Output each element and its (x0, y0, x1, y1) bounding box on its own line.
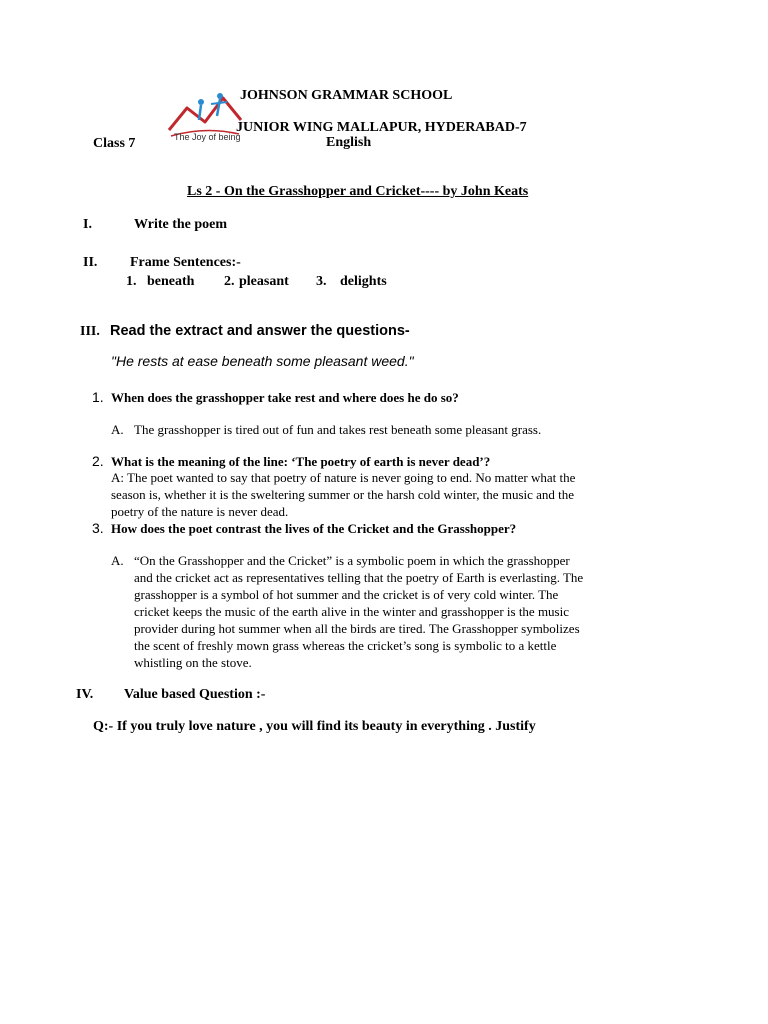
logo-roof-mark (169, 98, 241, 130)
word-3: delights (340, 274, 387, 289)
q3-answer-line: the scent of freshly mown grass whereas the cricket’s song is symbolic to a kettle (134, 638, 557, 653)
section-3-numeral: III. (80, 324, 100, 339)
lesson-title: Ls 2 - On the Grasshopper and Cricket---- by John Keats (187, 184, 529, 199)
q2-answer-line: A: The poet wanted to say that poetry of nature is never going to end. No matter what the (111, 470, 576, 485)
q1-question: When does the grasshopper take rest and where does he do so? (111, 390, 459, 405)
q3-answer-label: A. (111, 553, 124, 568)
word-1-num: 1. (126, 274, 137, 289)
word-2: pleasant (239, 274, 289, 289)
q3-answer-line: cricket keeps the music of the earth alive in the winter and grasshopper is the music (134, 604, 569, 619)
q2-answer-line: season is, whether it is the sweltering summer or the harsh cold winter, the music and the (111, 487, 575, 502)
q2-question: What is the meaning of the line: ‘The poetry of earth is never dead’? (111, 454, 491, 469)
q3-answer-line: whistling on the stove. (134, 655, 252, 670)
section-1-numeral: I. (83, 217, 92, 232)
class-label: Class 7 (93, 136, 136, 151)
section-3-title: Read the extract and answer the questions- (110, 323, 410, 339)
section-2-title: Frame Sentences:- (130, 255, 241, 270)
school-branch: JUNIOR WING MALLAPUR, HYDERABAD-7 (236, 120, 527, 135)
q1-answer: The grasshopper is tired out of fun and takes rest beneath some pleasant grass. (134, 422, 542, 437)
logo-tagline: The Joy of being (174, 132, 241, 142)
q3-answer-line: and the cricket act as representatives telling that the poetry of Earth is everlasting. The (134, 570, 584, 585)
q2-number: 2. (92, 453, 104, 469)
q3-number: 3. (92, 520, 104, 536)
q2-answer-line: poetry of the nature is never dead. (111, 504, 289, 519)
logo-figure-arm (211, 102, 227, 104)
section-2-numeral: II. (83, 255, 98, 270)
section-4-title: Value based Question :- (124, 687, 266, 702)
poem-extract: "He rests at ease beneath some pleasant weed." (111, 353, 414, 369)
q3-question: How does the poet contrast the lives of the Cricket and the Grasshopper? (111, 521, 517, 536)
section-4-numeral: IV. (76, 687, 94, 702)
word-1: beneath (147, 274, 195, 289)
logo-figure-head (198, 99, 204, 105)
q1-answer-label: A. (111, 422, 124, 437)
subject-label: English (326, 135, 372, 150)
q3-answer-line: provider during hot summer when all the birds are tired. The Grasshopper symbolizes (134, 621, 580, 636)
logo-figure-head (217, 93, 223, 99)
q1-number: 1. (92, 389, 104, 405)
value-question: Q:- If you truly love nature , you will find its beauty in everything . Justify (93, 719, 536, 734)
school-name: JOHNSON GRAMMAR SCHOOL (240, 88, 453, 103)
word-3-num: 3. (316, 274, 327, 289)
logo-figure-body (217, 99, 220, 116)
section-1-title: Write the poem (134, 217, 228, 232)
q3-answer-line: grasshopper is a symbol of hot summer and the cricket is of very cold winter. The (134, 587, 559, 602)
q3-answer-line: “On the Grasshopper and the Cricket” is a symbolic poem in which the grasshopper (134, 553, 570, 568)
word-2-num: 2. (224, 274, 235, 289)
